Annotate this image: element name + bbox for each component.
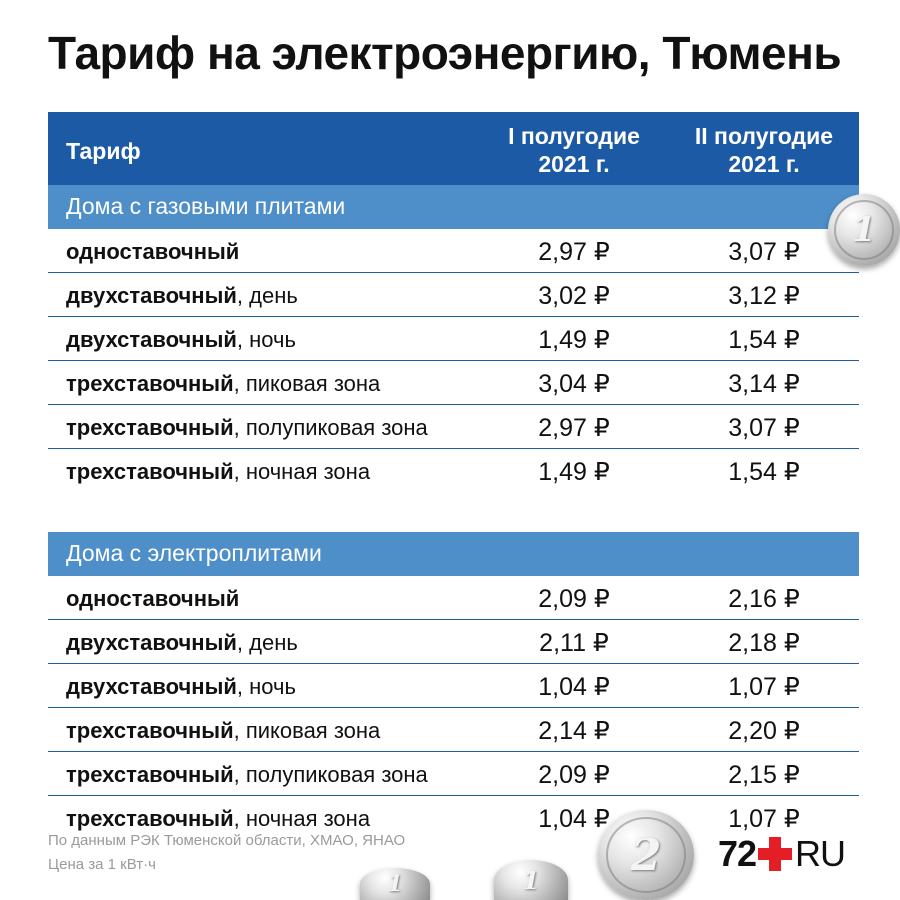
table-row bbox=[48, 361, 859, 405]
coin-denomination: 2 bbox=[630, 829, 662, 881]
footer-notes bbox=[48, 829, 405, 877]
price-second-half: 1,54 ₽ bbox=[728, 458, 800, 486]
tariff-name: трехставочный, пиковая зона bbox=[66, 718, 381, 743]
table-row bbox=[48, 229, 859, 273]
price-second-half: 3,07 ₽ bbox=[728, 414, 800, 442]
table-row bbox=[48, 708, 859, 752]
header-second-half bbox=[669, 122, 859, 178]
price-first-half: 2,11 ₽ bbox=[539, 629, 609, 657]
tariff-name: трехставочный, пиковая зона bbox=[66, 371, 381, 396]
price-first-half: 2,97 ₽ bbox=[538, 414, 610, 442]
price-second-half: 1,54 ₽ bbox=[728, 326, 800, 354]
price-second-half: 1,07 ₽ bbox=[728, 673, 800, 701]
price-first-half: 1,04 ₽ bbox=[538, 805, 610, 833]
price-second-half: 3,14 ₽ bbox=[728, 370, 800, 398]
price-second-half: 2,16 ₽ bbox=[728, 585, 800, 613]
table-row bbox=[48, 576, 859, 620]
price-first-half: 2,09 ₽ bbox=[538, 585, 610, 613]
page-title: Тариф на электроэнергию, Тюмень bbox=[48, 27, 842, 79]
section-title: Дома с электроплитами bbox=[66, 540, 322, 566]
ruble-coin-icon bbox=[494, 860, 568, 900]
tariff-name: двухставочный, ночь bbox=[66, 327, 296, 352]
coin-denomination: 1 bbox=[387, 871, 403, 897]
tariff-name: трехставочный, полупиковая зона bbox=[66, 415, 428, 440]
section-spacer bbox=[48, 492, 859, 532]
price-first-half: 2,09 ₽ bbox=[538, 761, 610, 789]
table-row bbox=[48, 405, 859, 449]
price-first-half: 1,49 ₽ bbox=[538, 326, 610, 354]
ruble-coin-icon bbox=[828, 194, 900, 266]
tariff-name: двухставочный, день bbox=[66, 283, 298, 308]
logo-number: 72 bbox=[718, 833, 757, 874]
table-row bbox=[48, 273, 859, 317]
table-row bbox=[48, 620, 859, 664]
table-row bbox=[48, 664, 859, 708]
unit-note: Цена за 1 кВт·ч bbox=[48, 856, 156, 873]
tariff-table bbox=[48, 112, 859, 839]
price-first-half: 1,49 ₽ bbox=[538, 458, 610, 486]
source-note: По данным РЭК Тюменской области, ХМАО, ЯНАО bbox=[48, 832, 406, 849]
price-first-half: 1,04 ₽ bbox=[538, 673, 610, 701]
ruble-coin-icon bbox=[598, 810, 694, 900]
tariff-name: одноставочный bbox=[66, 586, 240, 611]
tariff-name: трехставочный, ночная зона bbox=[66, 459, 371, 484]
header-first-half bbox=[479, 122, 669, 178]
table-row bbox=[48, 449, 859, 492]
price-first-half: 3,02 ₽ bbox=[538, 282, 610, 310]
price-second-half: 1,07 ₽ bbox=[728, 805, 800, 833]
tariff-name: двухставочный, день bbox=[66, 630, 298, 655]
price-second-half: 3,07 ₽ bbox=[728, 238, 800, 266]
section-title: Дома с газовыми плитами bbox=[66, 193, 346, 219]
red-cross-icon bbox=[758, 837, 792, 871]
table-header bbox=[48, 112, 859, 185]
tariff-name: трехставочный, ночная зона bbox=[66, 806, 371, 831]
header-tariff: Тариф bbox=[66, 138, 141, 164]
price-second-half: 2,20 ₽ bbox=[728, 717, 800, 745]
header-first-half-line1: I полугодие bbox=[508, 123, 640, 149]
tariff-name: трехставочный, полупиковая зона bbox=[66, 762, 428, 787]
price-first-half: 3,04 ₽ bbox=[538, 370, 610, 398]
section-gas bbox=[48, 185, 859, 229]
header-first-half-line2: 2021 г. bbox=[538, 151, 610, 177]
section-electric bbox=[48, 532, 859, 576]
coin-denomination: 1 bbox=[852, 210, 876, 250]
price-second-half: 2,18 ₽ bbox=[728, 629, 800, 657]
site-logo[interactable] bbox=[718, 833, 845, 875]
price-first-half: 2,97 ₽ bbox=[538, 238, 610, 266]
table-row bbox=[48, 317, 859, 361]
ruble-coin-icon bbox=[360, 868, 430, 900]
header-second-half-line1: II полугодие bbox=[694, 123, 834, 149]
coin-denomination: 1 bbox=[522, 865, 540, 895]
table-row bbox=[48, 752, 859, 796]
tariff-name: двухставочный, ночь bbox=[66, 674, 296, 699]
logo-domain: RU bbox=[795, 833, 846, 874]
price-second-half: 2,15 ₽ bbox=[728, 761, 800, 789]
header-second-half-line2: 2021 г. bbox=[728, 151, 800, 177]
tariff-name: одноставочный bbox=[66, 239, 240, 264]
price-first-half: 2,14 ₽ bbox=[538, 717, 610, 745]
price-second-half: 3,12 ₽ bbox=[728, 282, 800, 310]
